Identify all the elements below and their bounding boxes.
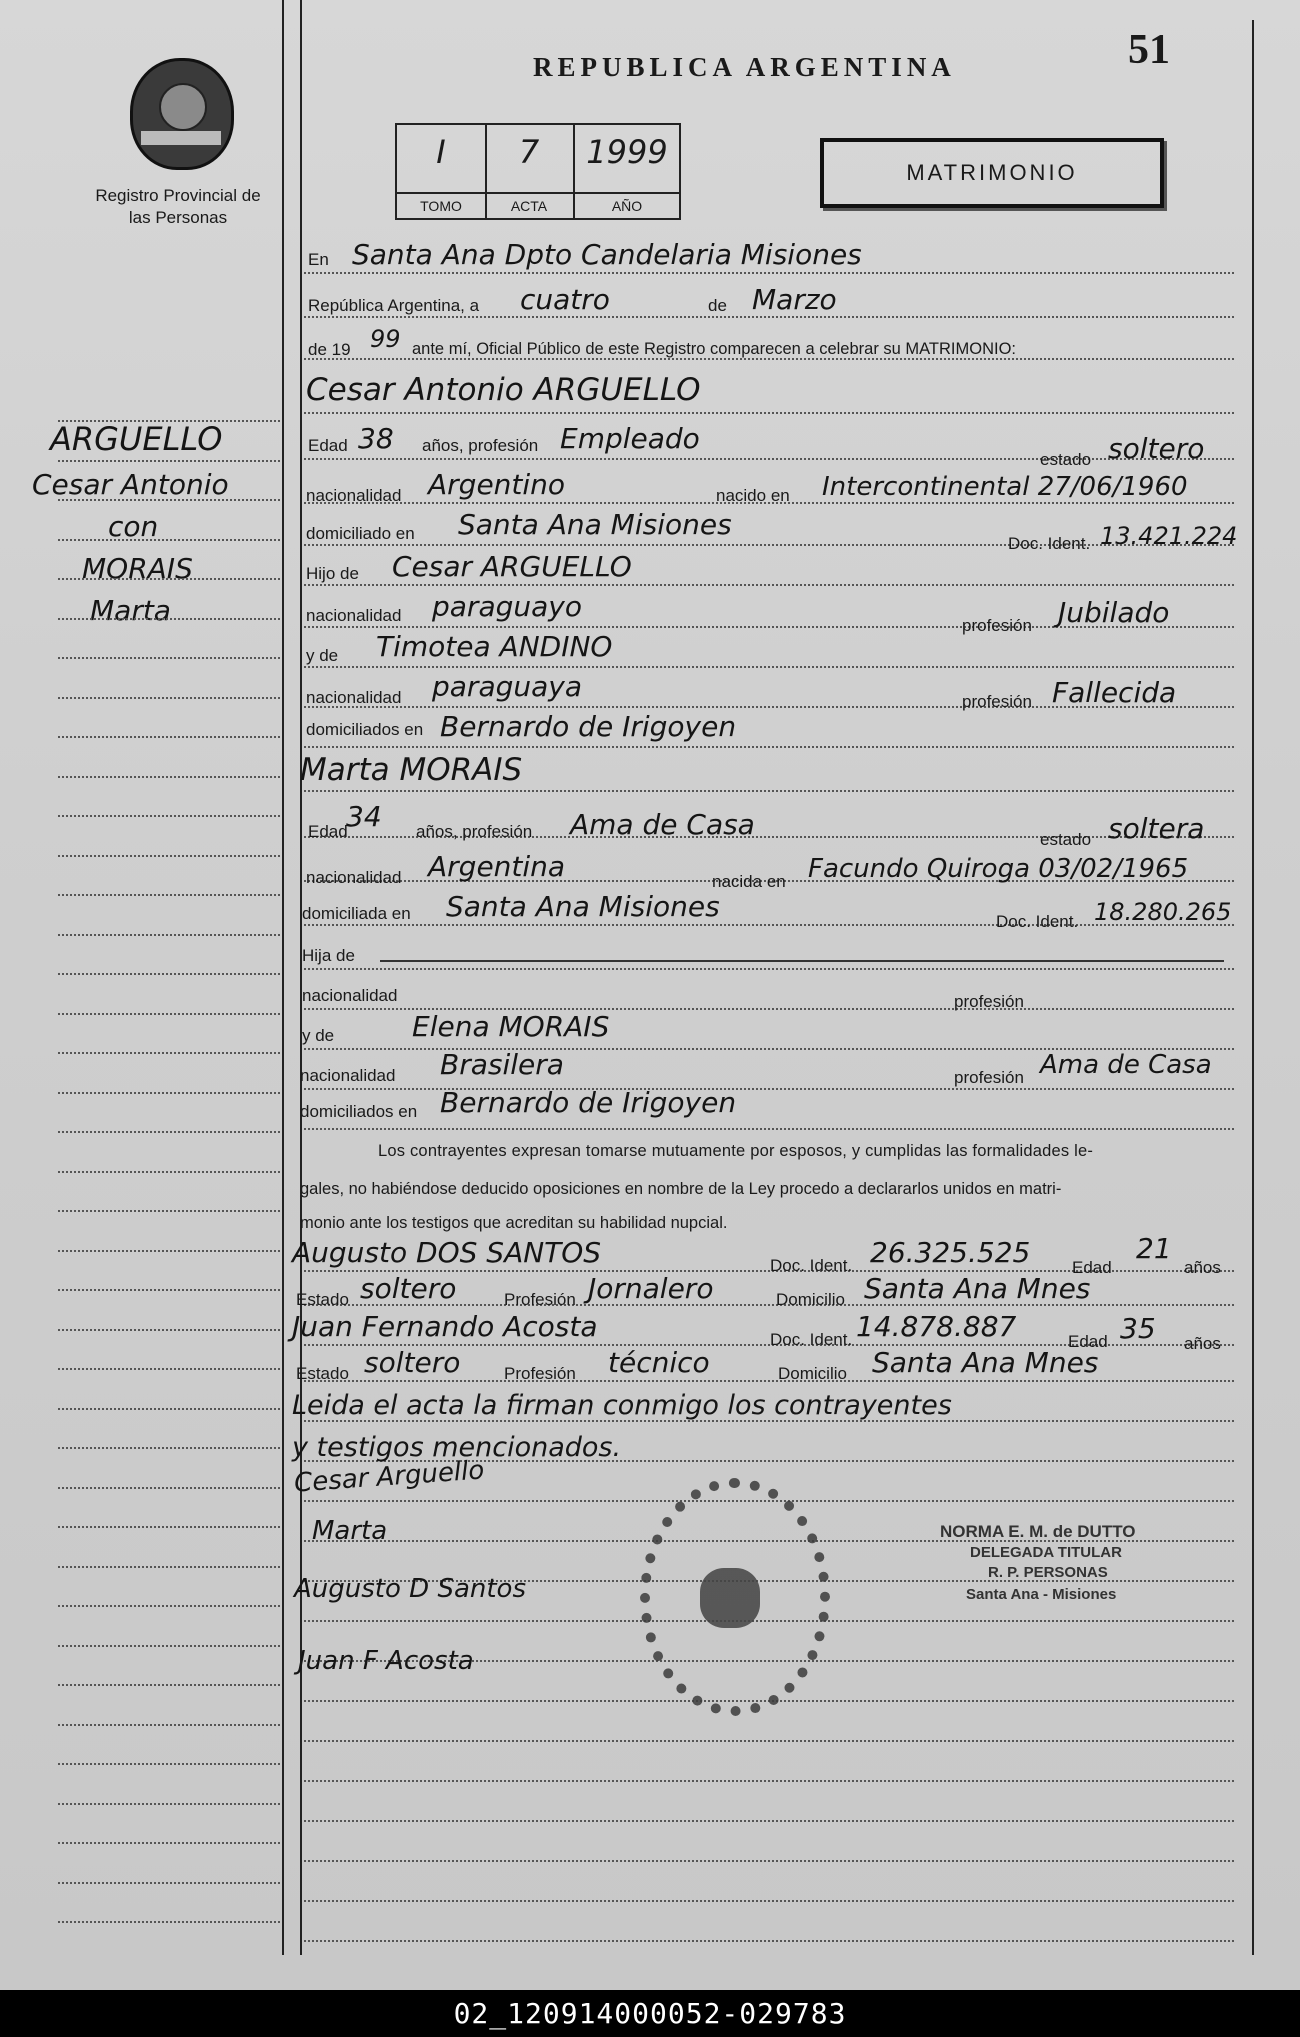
bride-age: 34 xyxy=(346,800,382,833)
form-rule-line xyxy=(304,1940,1234,1942)
witness2-age: 35 xyxy=(1120,1312,1156,1345)
official-stamp-line3: R. P. PERSONAS xyxy=(988,1564,1108,1581)
registry-name: Registro Provincial de las Personas xyxy=(95,186,261,227)
domiciliados-label-2: domiciliados en xyxy=(300,1102,418,1121)
day-value: cuatro xyxy=(520,283,610,316)
margin-bride-surname: MORAIS xyxy=(82,552,193,585)
edad-label: Edad xyxy=(308,436,348,455)
bride-mother: Elena MORAIS xyxy=(412,1010,610,1043)
margin-rule-line xyxy=(58,1250,280,1252)
margin-rule-line xyxy=(58,776,280,778)
anio-label: AÑO xyxy=(575,192,679,218)
official-stamp-line4: Santa Ana - Misiones xyxy=(966,1586,1117,1603)
margin-rule-line xyxy=(58,1013,280,1015)
nacionalidad-label-4: nacionalidad xyxy=(306,868,402,887)
left-column-rule xyxy=(282,0,284,1955)
margin-rule-line xyxy=(58,1092,280,1094)
margin-rule-line xyxy=(58,578,280,580)
witness1-age: 21 xyxy=(1136,1232,1172,1265)
margin-rule-line xyxy=(58,736,280,738)
margin-rule-line xyxy=(58,1724,280,1726)
groom-doc: 13.421.224 xyxy=(1100,522,1238,550)
margin-rule-line xyxy=(58,1645,280,1647)
seal-emblem xyxy=(700,1568,760,1628)
witness2-doc: 14.878.887 xyxy=(856,1310,1017,1343)
form-rule-line xyxy=(304,1860,1234,1862)
page-number: 51 xyxy=(1128,27,1170,73)
tomo-value: I xyxy=(436,133,446,171)
groom-father: Cesar ARGUELLO xyxy=(392,550,632,583)
form-rule-line xyxy=(304,1780,1234,1782)
w1-edad-label: Edad xyxy=(1072,1258,1112,1277)
margin-rule-line xyxy=(58,1408,280,1410)
profesion-label-2: profesión xyxy=(962,692,1032,711)
margin-rule-line xyxy=(58,815,280,817)
margin-rule-line xyxy=(58,894,280,896)
anos-profesion-label-2: años, profesión xyxy=(416,822,533,841)
form-rule-line xyxy=(304,458,1234,460)
margin-bride-name: Marta xyxy=(90,594,171,627)
groom-mother-prof: Fallecida xyxy=(1052,676,1177,709)
form-rule-line xyxy=(304,412,1234,414)
domiciliados-label-1: domiciliados en xyxy=(306,720,424,739)
nacida-label: nacida en xyxy=(712,872,786,891)
nacionalidad-label-1: nacionalidad xyxy=(306,486,402,505)
witness2-prof: técnico xyxy=(608,1346,710,1379)
signature-bride: Marta xyxy=(312,1516,388,1546)
signature-witness2: Juan F Acosta xyxy=(298,1646,474,1676)
margin-rule-line xyxy=(58,1052,280,1054)
witness1-prof: Jornalero xyxy=(588,1272,714,1305)
doc-label-4: Doc. Ident. xyxy=(770,1330,853,1349)
margin-rule-line xyxy=(58,1921,280,1923)
groom-nationality: Argentino xyxy=(428,468,566,501)
margin-rule-line xyxy=(58,657,280,659)
form-rule-line xyxy=(304,1740,1234,1742)
consent-line-3: monio ante los testigos que acreditan su habilidad nupcial. xyxy=(300,1214,728,1232)
margin-rule-line xyxy=(58,1842,280,1844)
margin-rule-line xyxy=(58,1447,280,1449)
witness1-estado: soltero xyxy=(360,1272,457,1305)
w1-domicilio-label: Domicilio xyxy=(776,1290,845,1309)
witness2-dom: Santa Ana Mnes xyxy=(872,1346,1099,1379)
nacionalidad-label-6: nacionalidad xyxy=(300,1066,396,1085)
margin-rule-line xyxy=(58,1329,280,1331)
emblem-sun xyxy=(159,83,207,131)
bride-parents-dom: Bernardo de Irigoyen xyxy=(440,1086,737,1119)
signature-witness1: Augusto D Santos xyxy=(294,1574,527,1604)
doc-label-2: Doc. Ident. xyxy=(996,912,1079,931)
margin-rule-line xyxy=(58,1487,280,1489)
margin-rule-line xyxy=(58,697,280,699)
republica-label: República Argentina, a xyxy=(308,296,480,315)
witness1-dom: Santa Ana Mnes xyxy=(864,1272,1091,1305)
margin-rule-line xyxy=(58,855,280,857)
bride-domicile: Santa Ana Misiones xyxy=(446,890,720,923)
margin-rule-line xyxy=(58,973,280,975)
margin-rule-line xyxy=(58,1605,280,1607)
closing-line-2: y testigos mencionados. xyxy=(292,1432,622,1463)
bride-nationality: Argentina xyxy=(428,850,566,883)
province-emblem xyxy=(130,58,234,170)
margin-rule-line xyxy=(58,934,280,936)
tomo-cell xyxy=(397,125,487,218)
tomo-label: TOMO xyxy=(397,192,485,218)
acta-cell xyxy=(485,125,575,218)
groom-father-nat: paraguayo xyxy=(432,590,582,623)
year-suffix-value: 99 xyxy=(370,325,401,353)
place-value: Santa Ana Dpto Candelaria Misiones xyxy=(352,238,862,271)
en-label: En xyxy=(308,250,329,269)
form-rule-line xyxy=(304,666,1234,668)
margin-rule-line xyxy=(58,1882,280,1884)
witness2-name: Juan Fernando Acosta xyxy=(292,1310,598,1343)
y-de-label-1: y de xyxy=(306,646,339,665)
hija-strike-line xyxy=(380,960,1224,962)
groom-mother: Timotea ANDINO xyxy=(376,630,613,663)
estado-label-2: estado xyxy=(1040,830,1092,849)
book-reference-box xyxy=(395,123,681,220)
form-rule-line xyxy=(304,746,1234,748)
groom-father-prof: Jubilado xyxy=(1058,596,1170,629)
margin-rule-line xyxy=(58,1171,280,1173)
doc-label-3: Doc. Ident. xyxy=(770,1256,853,1275)
ante-text: ante mí, Oficial Público de este Registro comparecen a celebrar su MATRIMONIO: xyxy=(412,340,1017,358)
nacionalidad-label-5: nacionalidad xyxy=(302,986,398,1005)
bride-mother-prof: Ama de Casa xyxy=(1040,1050,1212,1080)
anio-value: 1999 xyxy=(586,133,668,171)
official-stamp-line2: DELEGADA TITULAR xyxy=(970,1544,1122,1561)
anio-cell xyxy=(575,125,679,218)
form-rule-line xyxy=(304,544,1234,546)
acta-label: ACTA xyxy=(485,192,573,218)
groom-birth: Intercontinental 27/06/1960 xyxy=(822,472,1188,502)
edad-label-2: Edad xyxy=(308,822,348,841)
nacionalidad-label-3: nacionalidad xyxy=(306,688,402,707)
margin-rule-line xyxy=(58,618,280,620)
margin-rule-line xyxy=(58,1368,280,1370)
hijo-label: Hijo de xyxy=(306,564,359,583)
form-rule-line xyxy=(304,1900,1234,1902)
bride-birth: Facundo Quiroga 03/02/1965 xyxy=(808,854,1189,884)
w2-estado-label: Estado xyxy=(296,1364,349,1383)
form-rule-line xyxy=(304,316,1234,318)
signature-groom: Cesar Arguello xyxy=(293,1455,486,1499)
w2-anos-label: años xyxy=(1184,1334,1221,1353)
margin-rule-line xyxy=(58,1289,280,1291)
margin-rule-line xyxy=(58,1684,280,1686)
w2-domicilio-label: Domicilio xyxy=(778,1364,847,1383)
margin-rule-line xyxy=(58,499,280,501)
y-de-label-2: y de xyxy=(302,1026,335,1045)
bride-name: Marta MORAIS xyxy=(300,752,523,788)
margin-rule-line xyxy=(58,1566,280,1568)
profesion-label-4: profesión xyxy=(954,1068,1024,1087)
form-rule-line xyxy=(304,1128,1234,1130)
margin-rule-line xyxy=(58,1763,280,1765)
hija-label: Hija de xyxy=(302,946,355,965)
form-rule-line xyxy=(304,1380,1234,1382)
form-rule-line xyxy=(304,790,1234,792)
w1-estado-label: Estado xyxy=(296,1290,349,1309)
margin-surname: ARGUELLO xyxy=(50,420,223,458)
margin-rule-line xyxy=(58,1803,280,1805)
consent-line-2: gales, no habiéndose deducido oposiciones en nombre de la Ley procedo a declararlos unidos en matri- xyxy=(300,1180,1062,1198)
official-stamp-line1: NORMA E. M. de DUTTO xyxy=(940,1522,1136,1541)
margin-con: con xyxy=(108,510,159,543)
profesion-label-3: profesión xyxy=(954,992,1024,1011)
witness1-name: Augusto DOS SANTOS xyxy=(292,1236,602,1269)
emblem-band xyxy=(141,131,221,145)
groom-name: Cesar Antonio ARGUELLO xyxy=(306,372,701,408)
estado-label: estado xyxy=(1040,450,1092,469)
margin-rule-line xyxy=(58,539,280,541)
act-type-box: MATRIMONIO xyxy=(820,138,1164,208)
groom-parents-dom: Bernardo de Irigoyen xyxy=(440,710,737,743)
form-rule-line xyxy=(304,584,1234,586)
doc-label-1: Doc. Ident. xyxy=(1008,534,1091,553)
groom-mother-nat: paraguaya xyxy=(432,670,583,703)
domiciliada-label: domiciliada en xyxy=(302,904,411,923)
closing-line-1: Leida el acta la firman conmigo los contrayentes xyxy=(292,1390,952,1421)
de-label: de xyxy=(708,296,727,315)
anos-profesion-label: años, profesión xyxy=(422,436,539,455)
bride-estado: soltera xyxy=(1108,812,1205,845)
de19-label: de 19 xyxy=(308,340,351,359)
bride-profession: Ama de Casa xyxy=(570,808,755,841)
profesion-label-1: profesión xyxy=(962,616,1032,635)
witness2-estado: soltero xyxy=(364,1346,461,1379)
acta-value: 7 xyxy=(518,133,540,171)
nacionalidad-label-2: nacionalidad xyxy=(306,606,402,625)
right-margin-rule xyxy=(1252,20,1254,1955)
barcode-id-footer: 02_120914000052-029783 xyxy=(0,1990,1300,2037)
margin-rule-line xyxy=(58,1526,280,1528)
w2-edad-label: Edad xyxy=(1068,1332,1108,1351)
month-value: Marzo xyxy=(752,283,837,316)
bride-doc: 18.280.265 xyxy=(1094,898,1232,926)
margin-rule-line xyxy=(58,1131,280,1133)
groom-age: 38 xyxy=(358,422,394,455)
official-seal xyxy=(640,1478,830,1716)
form-rule-line xyxy=(304,272,1234,274)
w1-anos-label: años xyxy=(1184,1258,1221,1277)
margin-rule-line xyxy=(58,420,280,422)
form-rule-line xyxy=(304,968,1234,970)
groom-domicile: Santa Ana Misiones xyxy=(458,508,732,541)
consent-line-1: Los contrayentes expresan tomarse mutuamente por esposos, y cumplidas las formalidades le- xyxy=(378,1142,1094,1160)
country-title: REPUBLICA ARGENTINA xyxy=(533,52,956,82)
margin-rule-line xyxy=(58,1210,280,1212)
w2-profesion-label: Profesión xyxy=(504,1364,576,1383)
bride-mother-nat: Brasilera xyxy=(440,1048,564,1081)
margin-given-names: Cesar Antonio xyxy=(32,468,229,501)
domiciliado-label: domiciliado en xyxy=(306,524,415,543)
w1-profesion-label: Profesión xyxy=(504,1290,576,1309)
form-rule-line xyxy=(304,1820,1234,1822)
groom-profession: Empleado xyxy=(560,422,700,455)
witness1-doc: 26.325.525 xyxy=(870,1236,1031,1269)
groom-estado: soltero xyxy=(1108,432,1205,465)
margin-rule-line xyxy=(58,460,280,462)
nacido-label: nacido en xyxy=(716,486,790,505)
